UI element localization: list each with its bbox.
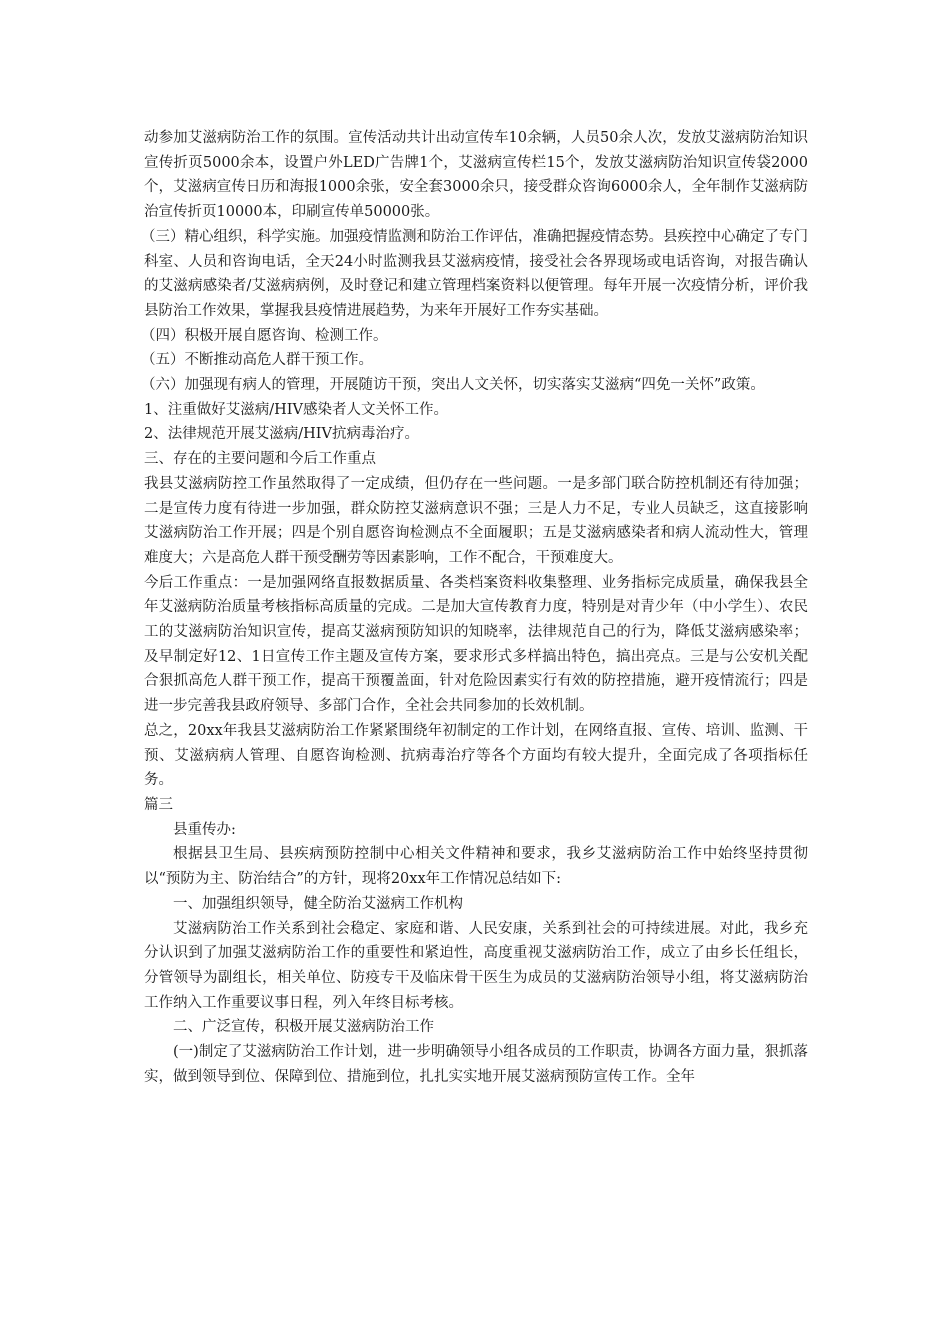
heading-problems: 三、存在的主要问题和今后工作重点: [144, 451, 376, 468]
paragraph-section-4: （四）积极开展自愿咨询、检测工作。: [141, 327, 388, 344]
document-body: [141, 126, 808, 1089]
paragraph-section-6: （六）加强现有病人的管理，开展随访干预，突出人文关怀，切实落实艾滋病“四免一关怀”政策。: [141, 377, 765, 394]
paragraph-problems: 我县艾滋病防控工作虽然取得了一定成绩，但仍存在一些问题。一是多部门联合防控机制还有待加强；二是宣传力度有待进一步加强，群众防控艾滋病意识不强；三是人力不足，专业人员缺乏，这直接影响艾滋病防治工作开展；四是个别自愿咨询检测点不全面履职；五是艾滋病感染者和病人流动性大，管理难度大；六是高危人群干预受酬劳等因素影响，工作不配合，干预难度大。: [144, 475, 808, 566]
paragraph-item-2: 2、法律规范开展艾滋病/HIV抗病毒治疗。: [144, 426, 419, 443]
paragraph-organization: 艾滋病防治工作关系到社会稳定、家庭和谐、人民安康，关系到社会的可持续进展。对此，我乡充分认识到了加强艾滋病防治工作的重要性和紧迫性，高度重视艾滋病防治工作，成立了由乡长任组长，分管领导为副组长，相关单位、防疫专干及临床骨干医生为成员的艾滋病防治领导小组，将艾滋病防治工作纳入工作重要议事日程，列入年终目标考核。: [144, 920, 808, 1011]
paragraph-summary: 总之，20xx年我县艾滋病防治工作紧紧围绕年初制定的工作计划，在网络直报、宣传、培训、监测、干预、艾滋病病人管理、自愿咨询检测、抗病毒治疗等各个方面均有较大提升，全面完成了各项指标任务。: [144, 722, 808, 789]
paragraph-section-5: （五）不断推动高危人群干预工作。: [141, 352, 373, 369]
paragraph-publicity-stats: 动参加艾滋病防治工作的氛围。宣传活动共计出动宣传车10余辆，人员50余人次，发放艾滋病防治知识宣传折页5000余本，设置户外LED广告牌1个，艾滋病宣传栏15个，发放艾滋病防治知识宣传袋2000个，艾滋病宣传日历和海报1000余张，安全套3000余只，接受群众咨询6000余人，全年制作艾滋病防治宣传折页10000本，印刷宣传单50000张。: [144, 130, 808, 221]
paragraph-section-3: （三）精心组织，科学实施。加强疫情监测和防治工作评估，准确把握疫情态势。县疾控中心确定了专门科室、人员和咨询电话，全天24小时监测我县艾滋病疫情，接受社会各界现场或电话咨询，对报告确认的艾滋病感染者/艾滋病病例，及时登记和建立管理档案资料以便管理。每年开展一次疫情分析，评价我县防治工作效果，掌握我县疫情进展趋势，为来年开展好工作夯实基础。: [141, 228, 808, 319]
heading-part-three: 篇三: [144, 796, 173, 813]
paragraph-addressee: 县重传办:: [173, 821, 236, 838]
paragraph-item-1: 1、注重做好艾滋病/HIV感染者人文关怀工作。: [144, 401, 448, 418]
paragraph-future-focus: 今后工作重点：一是加强网络直报数据质量、各类档案资料收集整理、业务指标完成质量，确保我县全年艾滋病防治质量考核指标高质量的完成。二是加大宣传教育力度，特别是对青少年（中小学生）、农民工的艾滋病防治知识宣传，提高艾滋病预防知识的知晓率，法律规范自己的行为，降低艾滋病感染率；及早制定好12、1日宣传工作主题及宣传方案，要求形式多样搞出特色，搞出亮点。三是与公安机关配合狠抓高危人群干预工作，提高干预覆盖面，针对危险因素实行有效的防控措施，避开疫情流行；四是进一步完善我县政府领导、多部门合作，全社会共同参加的长效机制。: [144, 574, 808, 715]
paragraph-plan: (一)制定了艾滋病防治工作计划，进一步明确领导小组各成员的工作职责，协调各方面力量，狠抓落实，做到领导到位、保障到位、措施到位，扎扎实实地开展艾滋病预防宣传工作。全年: [144, 1044, 808, 1085]
heading-publicity: 二、广泛宣传，积极开展艾滋病防治工作: [173, 1019, 434, 1036]
paragraph-intro: 根据县卫生局、县疾病预防控制中心相关文件精神和要求，我乡艾滋病防治工作中始终坚持贯彻以“预防为主、防治结合”的方针，现将20xx年工作情况总结如下:: [144, 846, 808, 888]
heading-organization: 一、加强组织领导，健全防治艾滋病工作机构: [173, 895, 463, 912]
